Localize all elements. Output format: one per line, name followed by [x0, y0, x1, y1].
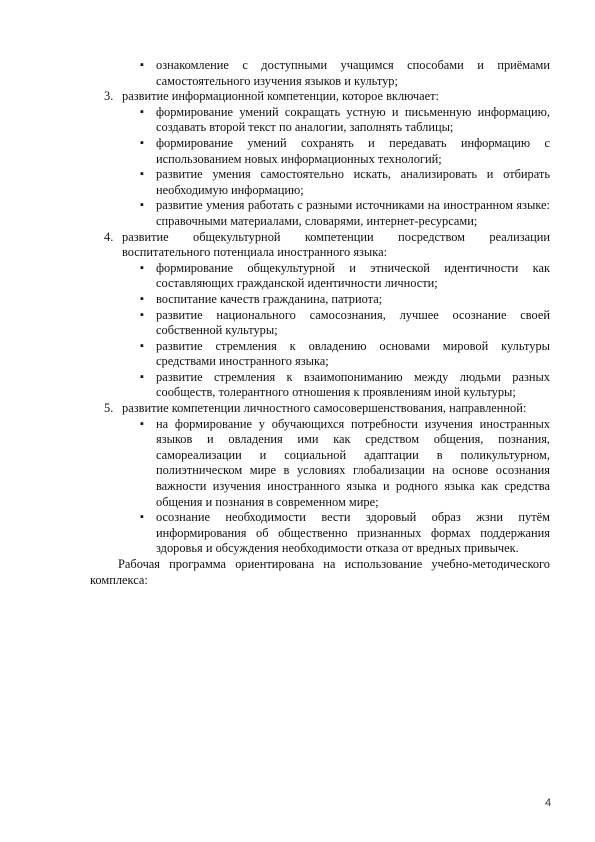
- bullet-text: формирование общекультурной и этнической идентичности как составляющих гражданской идентичности личности;: [156, 260, 550, 291]
- bullet-text: осознание необходимости вести здоровый образ жзни путём информирования об общественно признанных формах поддержания здоровья и обсуждения необходимости отказа от вредных привычек.: [156, 510, 550, 556]
- document-body: [90, 58, 550, 588]
- numbered-text: развитие общекультурной компетенции посредством реализации воспитательного потенциала иностранного языка:: [122, 229, 550, 260]
- bullet-text: развитие национального самосознания, лучшее осознание своей собственной культуры;: [156, 307, 550, 338]
- bullet-text: развитие умения работать с разными источниками на иностранном языке: справочными материалами, словарями, интернет-ресурсами;: [156, 198, 550, 228]
- bullet-text: воспитание качеств гражданина, патриота;: [156, 291, 383, 306]
- bullet-text: формирование умений сокращать устную и письменную информацию, создавать второй текст по аналогии, заполнять таблицы;: [156, 104, 550, 135]
- item-number: 5.: [104, 401, 114, 416]
- bullet-text: развитие умения самостоятельно искать, анализировать и отбирать необходимую информацию;: [156, 167, 550, 197]
- bullet-item: [90, 339, 550, 370]
- numbered-item: [90, 401, 550, 417]
- bullet-text: развитие стремления к овладению основами мировой культуры средствами иностранного языка;: [156, 338, 550, 369]
- bullet-text: на формирование у обучающихся потребности изучения иностранных языков и овладения ими как средством общения, познания, самореализации и социальной адаптации в поликультурном, полиэтническом мире в условиях глобализации на основе осознания важности изучения иностранного языка и родного языка как средства общения и познания в современном мире;: [156, 416, 550, 509]
- item-number: 3.: [104, 89, 114, 104]
- bullet-item: [90, 510, 550, 557]
- bullet-item: [90, 417, 550, 511]
- numbered-item: [90, 230, 550, 261]
- numbered-text: развитие информационной компетенции, которое включает:: [122, 89, 439, 104]
- bullet-item: [90, 58, 550, 89]
- paragraph-text: Рабочая программа ориентирована на использование учебно-методического комплекса:: [90, 557, 550, 587]
- item-number: 4.: [104, 229, 114, 244]
- bullet-item: [90, 136, 550, 167]
- paragraph: [90, 557, 550, 588]
- bullet-item: [90, 308, 550, 339]
- bullet-item: [90, 292, 550, 308]
- bullet-text: формирование умений сохранять и передавать информацию с использованием новых информационных технологий;: [156, 135, 550, 166]
- page-number: 4: [545, 797, 552, 809]
- bullet-text: развитие стремления к взаимопониманию между людьми разных сообществ, толерантного отношения к проявлениям иной культуры;: [156, 369, 550, 400]
- bullet-text: ознакомление с доступными учащимся способами и приёмами самостоятельного изучения языков и культур;: [156, 58, 550, 88]
- bullet-item: [90, 261, 550, 292]
- bullet-item: [90, 370, 550, 401]
- numbered-text: развитие компетенции личностного самосовершенствования, направленной:: [122, 401, 527, 416]
- bullet-item: [90, 198, 550, 229]
- bullet-item: [90, 105, 550, 136]
- numbered-item: [90, 89, 550, 105]
- bullet-item: [90, 167, 550, 198]
